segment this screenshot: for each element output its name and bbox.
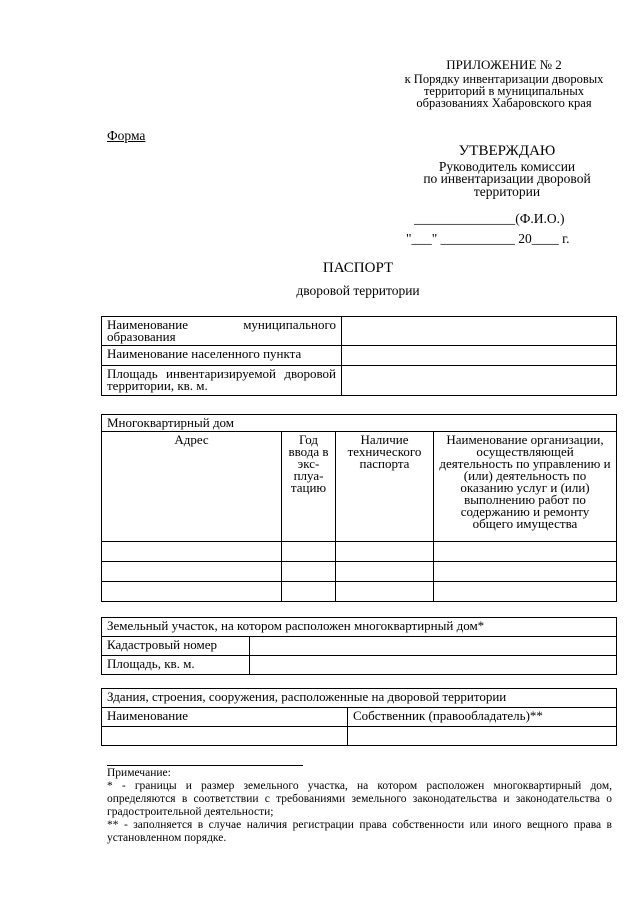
appendix-line-2: территорий в муниципальных — [423, 84, 585, 98]
cell-year-2[interactable] — [282, 562, 336, 582]
passport-title: ПАСПОРТ — [322, 260, 394, 276]
buildings-table — [101, 688, 617, 746]
approve-title: УТВЕРЖДАЮ — [458, 143, 556, 159]
apartment-building-table — [101, 414, 617, 602]
cell-passport-1[interactable] — [336, 542, 434, 562]
value-settlement[interactable] — [342, 346, 617, 366]
label-settlement: Наименование населенного пункта — [102, 346, 342, 366]
table-row — [102, 582, 617, 602]
table-row — [102, 346, 617, 366]
approve-line-3: территории — [473, 183, 541, 199]
table-row — [102, 689, 617, 708]
table-row — [102, 618, 617, 637]
form-label: Форма — [107, 128, 146, 143]
cell-year-1[interactable] — [282, 542, 336, 562]
territory-info-table — [101, 316, 617, 396]
building-section-title: Многоквартирный дом — [102, 415, 617, 432]
table-header-row — [102, 432, 617, 542]
col-year: Год ввода в экс-плуа-тацию — [282, 432, 336, 542]
label-territory-area: Площадь инвентаризируемой дворовой территории, кв. м. — [102, 366, 342, 396]
note-2: ** - заполняется в случае наличия регистрации права собственности или иного вещного права в установленном порядке. — [107, 819, 612, 844]
value-municipality[interactable] — [342, 317, 617, 346]
approve-line-1: Руководитель комиссии — [438, 158, 576, 174]
passport-subtitle: дворовой территории — [296, 283, 420, 298]
buildings-title: Здания, строения, сооружения, расположенные на дворовой территории — [102, 689, 617, 708]
cell-address-2[interactable] — [102, 562, 282, 582]
cell-passport-2[interactable] — [336, 562, 434, 582]
label-municipality: Наименование муниципального образования — [102, 317, 342, 346]
label-cadastral: Кадастровый номер — [102, 637, 250, 656]
table-row — [102, 656, 617, 675]
cell-building-owner[interactable] — [348, 727, 617, 746]
col-name: Наименование — [102, 708, 348, 727]
approve-line-2: по инвентаризации дворовой — [423, 171, 591, 186]
appendix-block — [390, 59, 618, 109]
col-organization: Наименование организации, осуществляющей деятельность по управлению и (или) деятельность по оказанию услуг и (или) выполнению работ по содержанию и ремонту общего имущества — [434, 432, 617, 542]
table-row — [102, 415, 617, 432]
land-plot-title: Земельный участок, на котором расположен многоквартирный дом* — [102, 618, 617, 637]
col-owner: Собственник (правообладатель)** — [348, 708, 617, 727]
date-line: "___" ___________ 20____ г. — [406, 231, 570, 246]
land-plot-table — [101, 617, 617, 675]
table-row — [102, 542, 617, 562]
appendix-line-3: образованиях Хабаровского края — [416, 96, 592, 110]
cell-org-1[interactable] — [434, 542, 617, 562]
label-plot-area: Площадь, кв. м. — [102, 656, 250, 675]
value-cadastral[interactable] — [250, 637, 617, 656]
table-header-row — [102, 708, 617, 727]
approve-block — [400, 145, 614, 198]
col-tech-passport: Наличие технического паспорта — [336, 432, 434, 542]
cell-address-1[interactable] — [102, 542, 282, 562]
cell-org-2[interactable] — [434, 562, 617, 582]
table-row — [102, 317, 617, 346]
table-row — [102, 366, 617, 396]
notes-title: Примечание: — [107, 767, 171, 779]
value-territory-area[interactable] — [342, 366, 617, 396]
cell-passport-3[interactable] — [336, 582, 434, 602]
notes-block — [107, 767, 612, 845]
appendix-title: ПРИЛОЖЕНИЕ № 2 — [446, 57, 562, 72]
notes-divider — [107, 765, 303, 766]
table-row — [102, 637, 617, 656]
cell-building-name[interactable] — [102, 727, 348, 746]
table-row — [102, 727, 617, 746]
col-address: Адрес — [102, 432, 282, 542]
appendix-line-1: к Порядку инвентаризации дворовых — [404, 72, 604, 86]
value-plot-area[interactable] — [250, 656, 617, 675]
cell-address-3[interactable] — [102, 582, 282, 602]
note-1: * - границы и размер земельного участка, на котором расположен многоквартирный дом, определяются в соответствии с требованиями земельного законодательства и законодательства о градостроительной деятельности; — [107, 780, 612, 818]
table-row — [102, 562, 617, 582]
signature-line: _______________(Ф.И.О.) — [414, 211, 565, 226]
cell-year-3[interactable] — [282, 582, 336, 602]
cell-org-3[interactable] — [434, 582, 617, 602]
